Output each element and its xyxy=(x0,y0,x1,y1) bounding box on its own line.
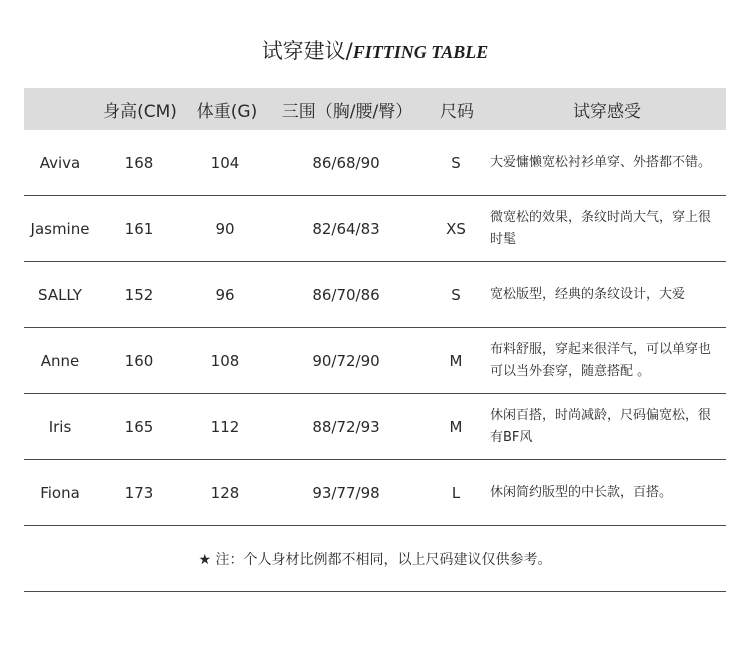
cell-size: XS xyxy=(446,219,466,238)
cell-feel: 休闲简约版型的中长款，百搭。 xyxy=(490,484,673,500)
cell-measurements: 88/72/93 xyxy=(312,417,380,436)
cell-name: Iris xyxy=(48,417,72,436)
cell-name: Anne xyxy=(40,351,80,370)
footnote: ★ 注：个人身材比例都不相同，以上尺码建议仅供参考。 xyxy=(24,526,726,592)
header-weight: 体重(G) xyxy=(196,101,258,122)
cell-feel: 大爱慵懒宽松衬衫单穿、外搭都不错。 xyxy=(490,154,712,170)
cell-measurements: 82/64/83 xyxy=(312,219,380,238)
cell-height: 173 xyxy=(124,483,154,502)
cell-height: 161 xyxy=(124,219,154,238)
cell-height: 168 xyxy=(124,153,154,172)
cell-weight: 104 xyxy=(210,153,240,172)
cell-name: Fiona xyxy=(40,483,80,502)
header-measurements: 三围（胸/腰/臀） xyxy=(281,101,413,122)
cell-weight: 112 xyxy=(210,417,240,436)
cell-size: S xyxy=(451,285,461,304)
cell-feel: 微宽松的效果，条纹时尚大气，穿上很时髦 xyxy=(490,209,712,247)
cell-height: 165 xyxy=(124,417,154,436)
table-row xyxy=(24,328,726,394)
table-row xyxy=(24,394,726,460)
table-header xyxy=(24,88,726,130)
cell-measurements: 86/68/90 xyxy=(312,153,380,172)
page-title xyxy=(0,36,750,67)
table-row xyxy=(24,130,726,196)
cell-feel: 休闲百搭，时尚减龄，尺码偏宽松，很有BF风 xyxy=(490,407,712,445)
cell-size: L xyxy=(451,483,461,502)
cell-feel: 布料舒服，穿起来很洋气，可以单穿也可以当外套穿，随意搭配 。 xyxy=(490,341,712,379)
table-row xyxy=(24,196,726,262)
fitting-table xyxy=(24,88,726,592)
cell-height: 160 xyxy=(124,351,154,370)
header-height: 身高(CM) xyxy=(103,101,177,122)
cell-weight: 108 xyxy=(210,351,240,370)
cell-name: SALLY xyxy=(38,285,82,304)
title-en: FITTING TABLE xyxy=(352,42,489,62)
cell-weight: 96 xyxy=(215,285,235,304)
cell-measurements: 93/77/98 xyxy=(312,483,380,502)
cell-height: 152 xyxy=(124,285,154,304)
cell-measurements: 86/70/86 xyxy=(312,285,380,304)
header-name xyxy=(24,88,96,130)
cell-weight: 128 xyxy=(210,483,240,502)
cell-name: Jasmine xyxy=(30,219,90,238)
header-size: 尺码 xyxy=(440,101,474,122)
cell-size: S xyxy=(451,153,461,172)
table-row xyxy=(24,460,726,526)
cell-name: Aviva xyxy=(39,153,81,172)
header-feel: 试穿感受 xyxy=(573,101,641,122)
table-row xyxy=(24,262,726,328)
cell-measurements: 90/72/90 xyxy=(312,351,380,370)
cell-size: M xyxy=(449,351,463,370)
cell-feel: 宽松版型，经典的条纹设计，大爱 xyxy=(490,286,686,302)
cell-size: M xyxy=(449,417,463,436)
title-cn: 试穿建议/ xyxy=(261,39,353,63)
cell-weight: 90 xyxy=(215,219,235,238)
